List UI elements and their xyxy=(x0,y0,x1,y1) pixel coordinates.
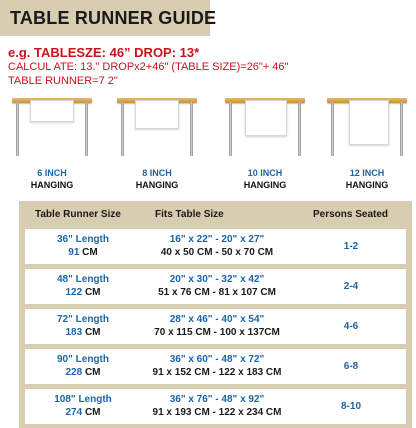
fits-table-size-inches: 28" x 46" - 40" x 54" xyxy=(169,314,265,325)
fits-table-size-cm: 91 x 152 CM - 122 x 183 CM xyxy=(152,367,282,378)
runner-length-cm xyxy=(39,367,127,378)
runner-length-cm-unit: CM xyxy=(84,287,101,298)
persons-seated: 1-2 xyxy=(343,241,359,252)
table-leg-image xyxy=(85,102,88,156)
runner-length-cm-value: 228 xyxy=(65,367,83,378)
runner-image xyxy=(245,100,287,136)
hanging-length-label: 10 INCH xyxy=(247,168,283,178)
runner-length-inch-unit: Length xyxy=(75,354,109,365)
table-leg-image xyxy=(298,102,301,156)
hanging-length-label: 6 INCH xyxy=(37,168,67,178)
runner-length-cm-unit: CM xyxy=(82,247,98,258)
size-table xyxy=(19,201,412,428)
table-leg-image xyxy=(400,102,403,156)
column-header-fits-table-size: Fits Table Size xyxy=(155,209,224,220)
fits-table-size-cm: 51 x 76 CM - 81 x 107 CM xyxy=(158,287,276,298)
hanging-label: HANGING xyxy=(243,180,287,190)
table-leg-image xyxy=(190,102,193,156)
runner-length-inches xyxy=(39,394,127,405)
table-leg-image xyxy=(229,102,232,156)
persons-seated: 2-4 xyxy=(343,281,359,292)
page-title: TABLE RUNNER GUIDE xyxy=(10,8,217,28)
runner-image xyxy=(349,100,389,145)
runner-length-inches xyxy=(39,234,127,245)
persons-seated: 6-8 xyxy=(343,361,359,372)
runner-length-inches xyxy=(39,314,127,325)
runner-length-inch-unit: Length xyxy=(75,234,109,245)
runner-length-inch-unit: Length xyxy=(75,274,109,285)
table-header xyxy=(19,201,412,227)
table-row xyxy=(25,309,406,344)
hanging-label: HANGING xyxy=(30,180,74,190)
column-header-runner-size: Table Runner Size xyxy=(35,209,121,220)
hanging-length-label: 12 INCH xyxy=(349,168,385,178)
table-leg-image xyxy=(121,102,124,156)
runner-length-inch-value: 108" xyxy=(54,394,76,405)
runner-length-inch-value: 90" xyxy=(57,354,73,365)
runner-length-cm-unit: CM xyxy=(84,327,101,338)
column-header-persons-seated: Persons Seated xyxy=(313,209,389,220)
table-illustration-12-inch xyxy=(327,92,407,192)
fits-table-size-cm: 40 x 50 CM - 50 x 70 CM xyxy=(160,247,274,258)
persons-seated: 4-6 xyxy=(343,321,359,332)
runner-length-cm-value: 274 xyxy=(65,407,83,418)
hanging-label: HANGING xyxy=(345,180,389,190)
table-leg-image xyxy=(16,102,19,156)
table-leg-image xyxy=(331,102,334,156)
table-illustration-10-inch xyxy=(225,92,305,192)
runner-image xyxy=(135,100,179,129)
table-row xyxy=(25,349,406,384)
persons-seated: 8-10 xyxy=(340,401,361,412)
hanging-length-label: 8 INCH xyxy=(142,168,172,178)
runner-length-cm xyxy=(39,407,127,418)
runner-length-cm-value: 91 xyxy=(68,247,80,258)
table-illustration-8-inch xyxy=(117,92,197,192)
runner-length-cm xyxy=(39,247,127,258)
table-illustration-6-inch xyxy=(12,92,92,192)
fits-table-size-inches: 20" x 30" - 32" x 42" xyxy=(169,274,265,285)
runner-length-inch-value: 72" xyxy=(57,314,73,325)
table-row xyxy=(25,269,406,304)
runner-length-inch-value: 36" xyxy=(57,234,73,245)
runner-length-inches xyxy=(39,354,127,365)
runner-length-inch-value: 48" xyxy=(57,274,73,285)
title-banner xyxy=(0,0,217,36)
fits-table-size-cm: 70 x 115 CM - 100 x 137CM xyxy=(154,327,280,338)
runner-length-inch-unit: Length xyxy=(78,394,112,405)
fits-table-size-inches: 16" x 22" - 20" x 27" xyxy=(169,234,265,245)
table-row xyxy=(25,389,406,424)
runner-image xyxy=(30,100,74,122)
runner-length-cm-unit: CM xyxy=(84,407,101,418)
runner-length-cm-value: 122 xyxy=(65,287,83,298)
runner-length-cm-value: 183 xyxy=(65,327,83,338)
fits-table-size-inches: 36" x 60" - 48" x 72" xyxy=(169,354,265,365)
example-text: e.g. TABLESZE: 46” DROP: 13* xyxy=(8,45,200,60)
hanging-label: HANGING xyxy=(135,180,179,190)
runner-length-cm xyxy=(39,287,127,298)
hanging-illustrations xyxy=(0,92,416,192)
runner-result-text: TABLE RUNNER=7 2" xyxy=(8,75,118,87)
fits-table-size-inches: 36" x 76" - 48" x 92" xyxy=(169,394,265,405)
runner-length-inch-unit: Length xyxy=(75,314,109,325)
runner-length-inches xyxy=(39,274,127,285)
table-row xyxy=(25,229,406,264)
fits-table-size-cm: 91 x 193 CM - 122 x 234 CM xyxy=(152,407,282,418)
runner-length-cm xyxy=(39,327,127,338)
runner-length-cm-unit: CM xyxy=(84,367,101,378)
calculation-text: CALCUL ATE: 13." DROPx2+46" (TABLE SIZE)=26"+ 46" xyxy=(8,61,289,73)
